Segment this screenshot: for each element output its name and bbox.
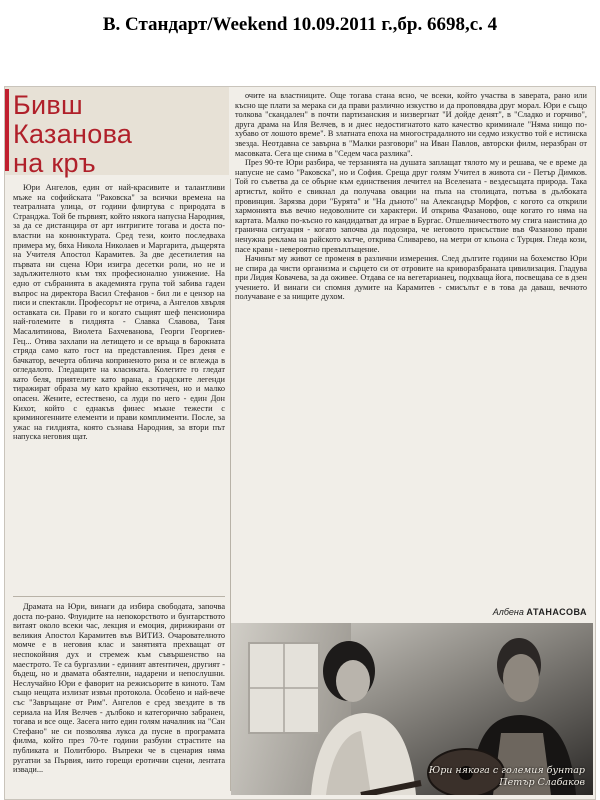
newspaper-clipping bbox=[4, 86, 596, 800]
article-column-left-top bbox=[13, 183, 225, 597]
article-column-right bbox=[235, 91, 587, 611]
author-last-name: АТАНАСОВА bbox=[526, 607, 587, 617]
headline-accent-bar bbox=[5, 89, 9, 171]
article-photo bbox=[231, 623, 593, 795]
source-citation: В. Стандарт/Weekend 10.09.2011 г.,бр. 6698,с. 4 bbox=[102, 14, 498, 35]
author-first-name: Албена bbox=[492, 607, 524, 617]
article-paragraph: Начинът му живот се променя в различни измерения. След дългите години на бохемство Юри не спира да чисти организма и сърцето си от отровите на криворазбраната цивилизация. Гладува при Лидия Ковачева, за да оживее. Отдава се на вегетарианец, подхваща йога, посвещава се в дзен учението. И винаги си спомня думите на Карамитев - смисълът е в това да даваш, вечното получаване е за нищите духом. bbox=[235, 254, 587, 302]
article-paragraph: очите на властниците. Още тогава стана ясно, че всеки, който участва в заверата, рано или късно ще плати за мерака си да прави различно изкуство и да проповядва друг морал. Юри е също толкова "скандален" в почти партизанския и низвергнат "И дойде денят", в "Сладко и горчиво", друга драма на Иля Велчев, в и днес недостигнатото като качество криминале "Няма нищо по-хубаво от лошото време". В златната епоха на многострадалното ни седмо изкуство той е истинска звезда. Неотдавна се завърна в "Малки разговори" на Иван Павлов, авторски филм, неразбран от масовката. Сега ще снима в "Седем часа разлика". bbox=[235, 91, 587, 158]
author-byline bbox=[235, 607, 587, 621]
headline-line-1: Бивш bbox=[13, 90, 84, 120]
headline-line-2: Казанова bbox=[13, 119, 133, 149]
article-paragraph: Юри Ангелов, един от най-красивите и талантливи мъже на софийската "Раковска" за всички времена на театралната улица, от години флиртува с природата в Странджа. Той бе първият, който някога напусна Народния, за да се дистанцира от арт интригите тогава и доста по-властни на конюнктурата. Сред тези, които последваха примера му, бяха Никола Николаев и Маргарита, дъщерята на Учителя Апостол Карамитев. За две десетилетия на първата ни сцена Юри изигра десетки роли, но не и задължителното към тях професионално унижение. На едно от събранията в академията група той забива гаден въпрос на директора Васил Стефанов - бил ли е цензор на писи и спектакли. Професорът не отрича, а Ангелов хвърля оставката си. Прави го и когато същият шеф пенсионира най-големите в гилдията - Славка Славова, Таня Масалитинова, Виолета Бахчеванова, Георги Георгиев-Гец... Отива захлапи на летището и се връща в барокната стряда само като гост на представления. През деня е бачкатор, вечерта облича коприненото риза и се вглежда в огледалото. Гледащите на класиката. Колегите го гледат като беля, приятелите като врана, а градските легенди тиражират образа му като крайно екзотичен, но и малко опасен. Жените, естествено, са луди по него - един Дон Кихот, който с еднакъв финес мъкне тежести с криминогенните елементи и прави комплименти. После, за ужас на гилдията, която съзнава Народния, за втори път напуска неговия щат. bbox=[13, 183, 225, 442]
article-column-left-bottom bbox=[13, 602, 225, 797]
article-paragraph: Драмата на Юри, винаги да избира свободата, започва доста по-рано. Флуидите на непокорството и бунтарството витаят около всеки час, лекция и емоция, дирижирани от великия Апостол Карамитев във ВИТИЗ. Очарователното момче е в неговия клас и занятията прехващат от неспокойния дух и стремеж към съвършенство на маестрото. Те са бургазлии - единият автентичен, другият - бъдещ, но и двамата обаятелни, надарени и непослушни. Неслучайно Юри е фаворит на режисьорите в киното. Там също нещата излизат извън протокола. Особено и най-вече със "Завръщане от Рим". Ангелов е сред звездите в тв сериала на Иля Велчев - дълбоко и категорично забранен, тогава и все още. Засега нито един голям началник на "Сан Стефано" не си позволява лукса да пусне в програмата филма, който през 70-те години разбуни страстите на публиката и Политбюро. Въпреки че в сценария няма ругатни за Първия, нито горещи еротични сцени, лентата извади... bbox=[13, 602, 225, 775]
photo-caption-line-1: Юри някога с големия бунтар bbox=[428, 765, 585, 776]
column-divider-horizontal bbox=[13, 596, 225, 597]
article-paragraph: През 90-те Юри разбира, че терзанията на душата заплащат тялото му и решава, че е време да напусне не само "Раковска", но и София. Среща друг голям Учител в живота си - Петър Димков. Той го съветва да се обърне към единствения лечител на Вселената - вездесъщата природа. Така артистът, който е свикнал да получава овации на пъпа на столицата, потъва в дълбоката провинция. Зарязва дори "Бурята" и "На дъното" на Александър Морфов, с когото са открили хармонията във вечно недоволните си характери. И открива Фазаново, още когато го няма на картата. Малко по-късно го кандидатват да играе в Бургас. Отшелничеството му стига наистина до гранична ситуация - когато започва да подозира, че неговото присъствие във Фазаново прави ненужна реклама на райското кътче, открива Сливарево, на метри от кльона с Турция. Гледа кози, пасе крави - невероятно превъплъщение. bbox=[235, 158, 587, 254]
photo-caption-line-2: Петър Слабаков bbox=[499, 777, 585, 788]
headline-block bbox=[5, 87, 229, 178]
photo-caption bbox=[429, 765, 585, 789]
headline-line-3: на кръ bbox=[13, 148, 96, 178]
